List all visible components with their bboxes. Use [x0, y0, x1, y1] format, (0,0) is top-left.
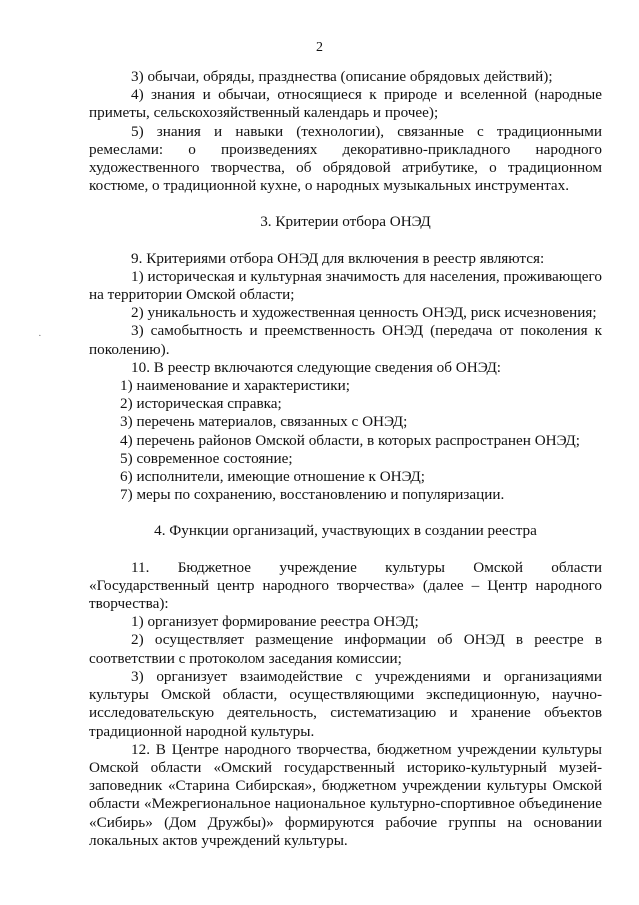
clause-9: 9. Критериями отбора ОНЭД для включения в реестр являются: [131, 249, 545, 267]
criterion-1: 1) историческая и культурная значимость для населения, проживающего на территории Омской области; [89, 267, 602, 304]
function-1: 1) организует формирование реестра ОНЭД; [131, 613, 419, 631]
clause-12: 12. В Центре народного творчества, бюджетном учреждении культуры Омской области «Омский государственный историко-культурный музей-заповедник «Старина Сибирская», бюджетном учреждении культуры Омской области «Межрегиональное национальное культурно-спортивное объединение «Сибирь» (Дом Дружбы)» формируются рабочие группы на основании локальных актов учреждений культуры. [89, 740, 602, 849]
info-6: 6) исполнители, имеющие отношение к ОНЭД; [120, 468, 425, 486]
info-7: 7) меры по сохранению, восстановлению и популяризации. [120, 486, 505, 504]
info-5: 5) современное состояние; [120, 449, 293, 467]
section-3-heading: 3. Критерии отбора ОНЭД [260, 213, 431, 231]
item-3-customs: 3) обычаи, обряды, празднества (описание обрядовых действий); [131, 68, 553, 85]
criterion-3: 3) самобытность и преемственность ОНЭД (передача от поколения к поколению). [89, 322, 602, 358]
item-4-knowledge: 4) знания и обычаи, относящиеся к природе и вселенной (народные приметы, сельскохозяйственный календарь и прочее); [89, 86, 602, 122]
criterion-2: 2) уникальность и художественная ценность ОНЭД, риск исчезновения; [131, 304, 597, 322]
info-2: 2) историческая справка; [120, 395, 282, 413]
info-4: 4) перечень районов Омской области, в которых распространен ОНЭД; [120, 431, 580, 449]
function-3: 3) организует взаимодействие с учреждениями и организациями культуры Омской области, осуществляющими экспедиционную, научно-исследовательскую деятельность, систематизацию и хранение объектов традиционной народной культуры. [89, 667, 602, 740]
item-5-skills: 5) знания и навыки (технологии), связанные с традиционными ремеслами: о произведениях декоративно-прикладного народного художественного творчества, об обрядовой атрибутике, о традиционном костюме, о традиционной кухне, о народных музыкальных инструментах. [89, 122, 602, 195]
info-1: 1) наименование и характеристики; [120, 377, 350, 395]
clause-11: 11. Бюджетное учреждение культуры Омской области «Государственный центр народного творчества» (далее – Центр народного творчества): [89, 558, 602, 613]
clause-10: 10. В реестр включаются следующие сведения об ОНЭД: [131, 358, 502, 376]
page-number: 2 [316, 40, 323, 55]
margin-mark: · [38, 330, 42, 342]
section-4-heading: 4. Функции организаций, участвующих в создании реестра [154, 522, 537, 540]
document-body [89, 68, 602, 850]
info-3: 3) перечень материалов, связанных с ОНЭД; [120, 413, 408, 431]
function-2: 2) осуществляет размещение информации об ОНЭД в реестре в соответствии с протоколом заседания комиссии; [89, 631, 602, 667]
